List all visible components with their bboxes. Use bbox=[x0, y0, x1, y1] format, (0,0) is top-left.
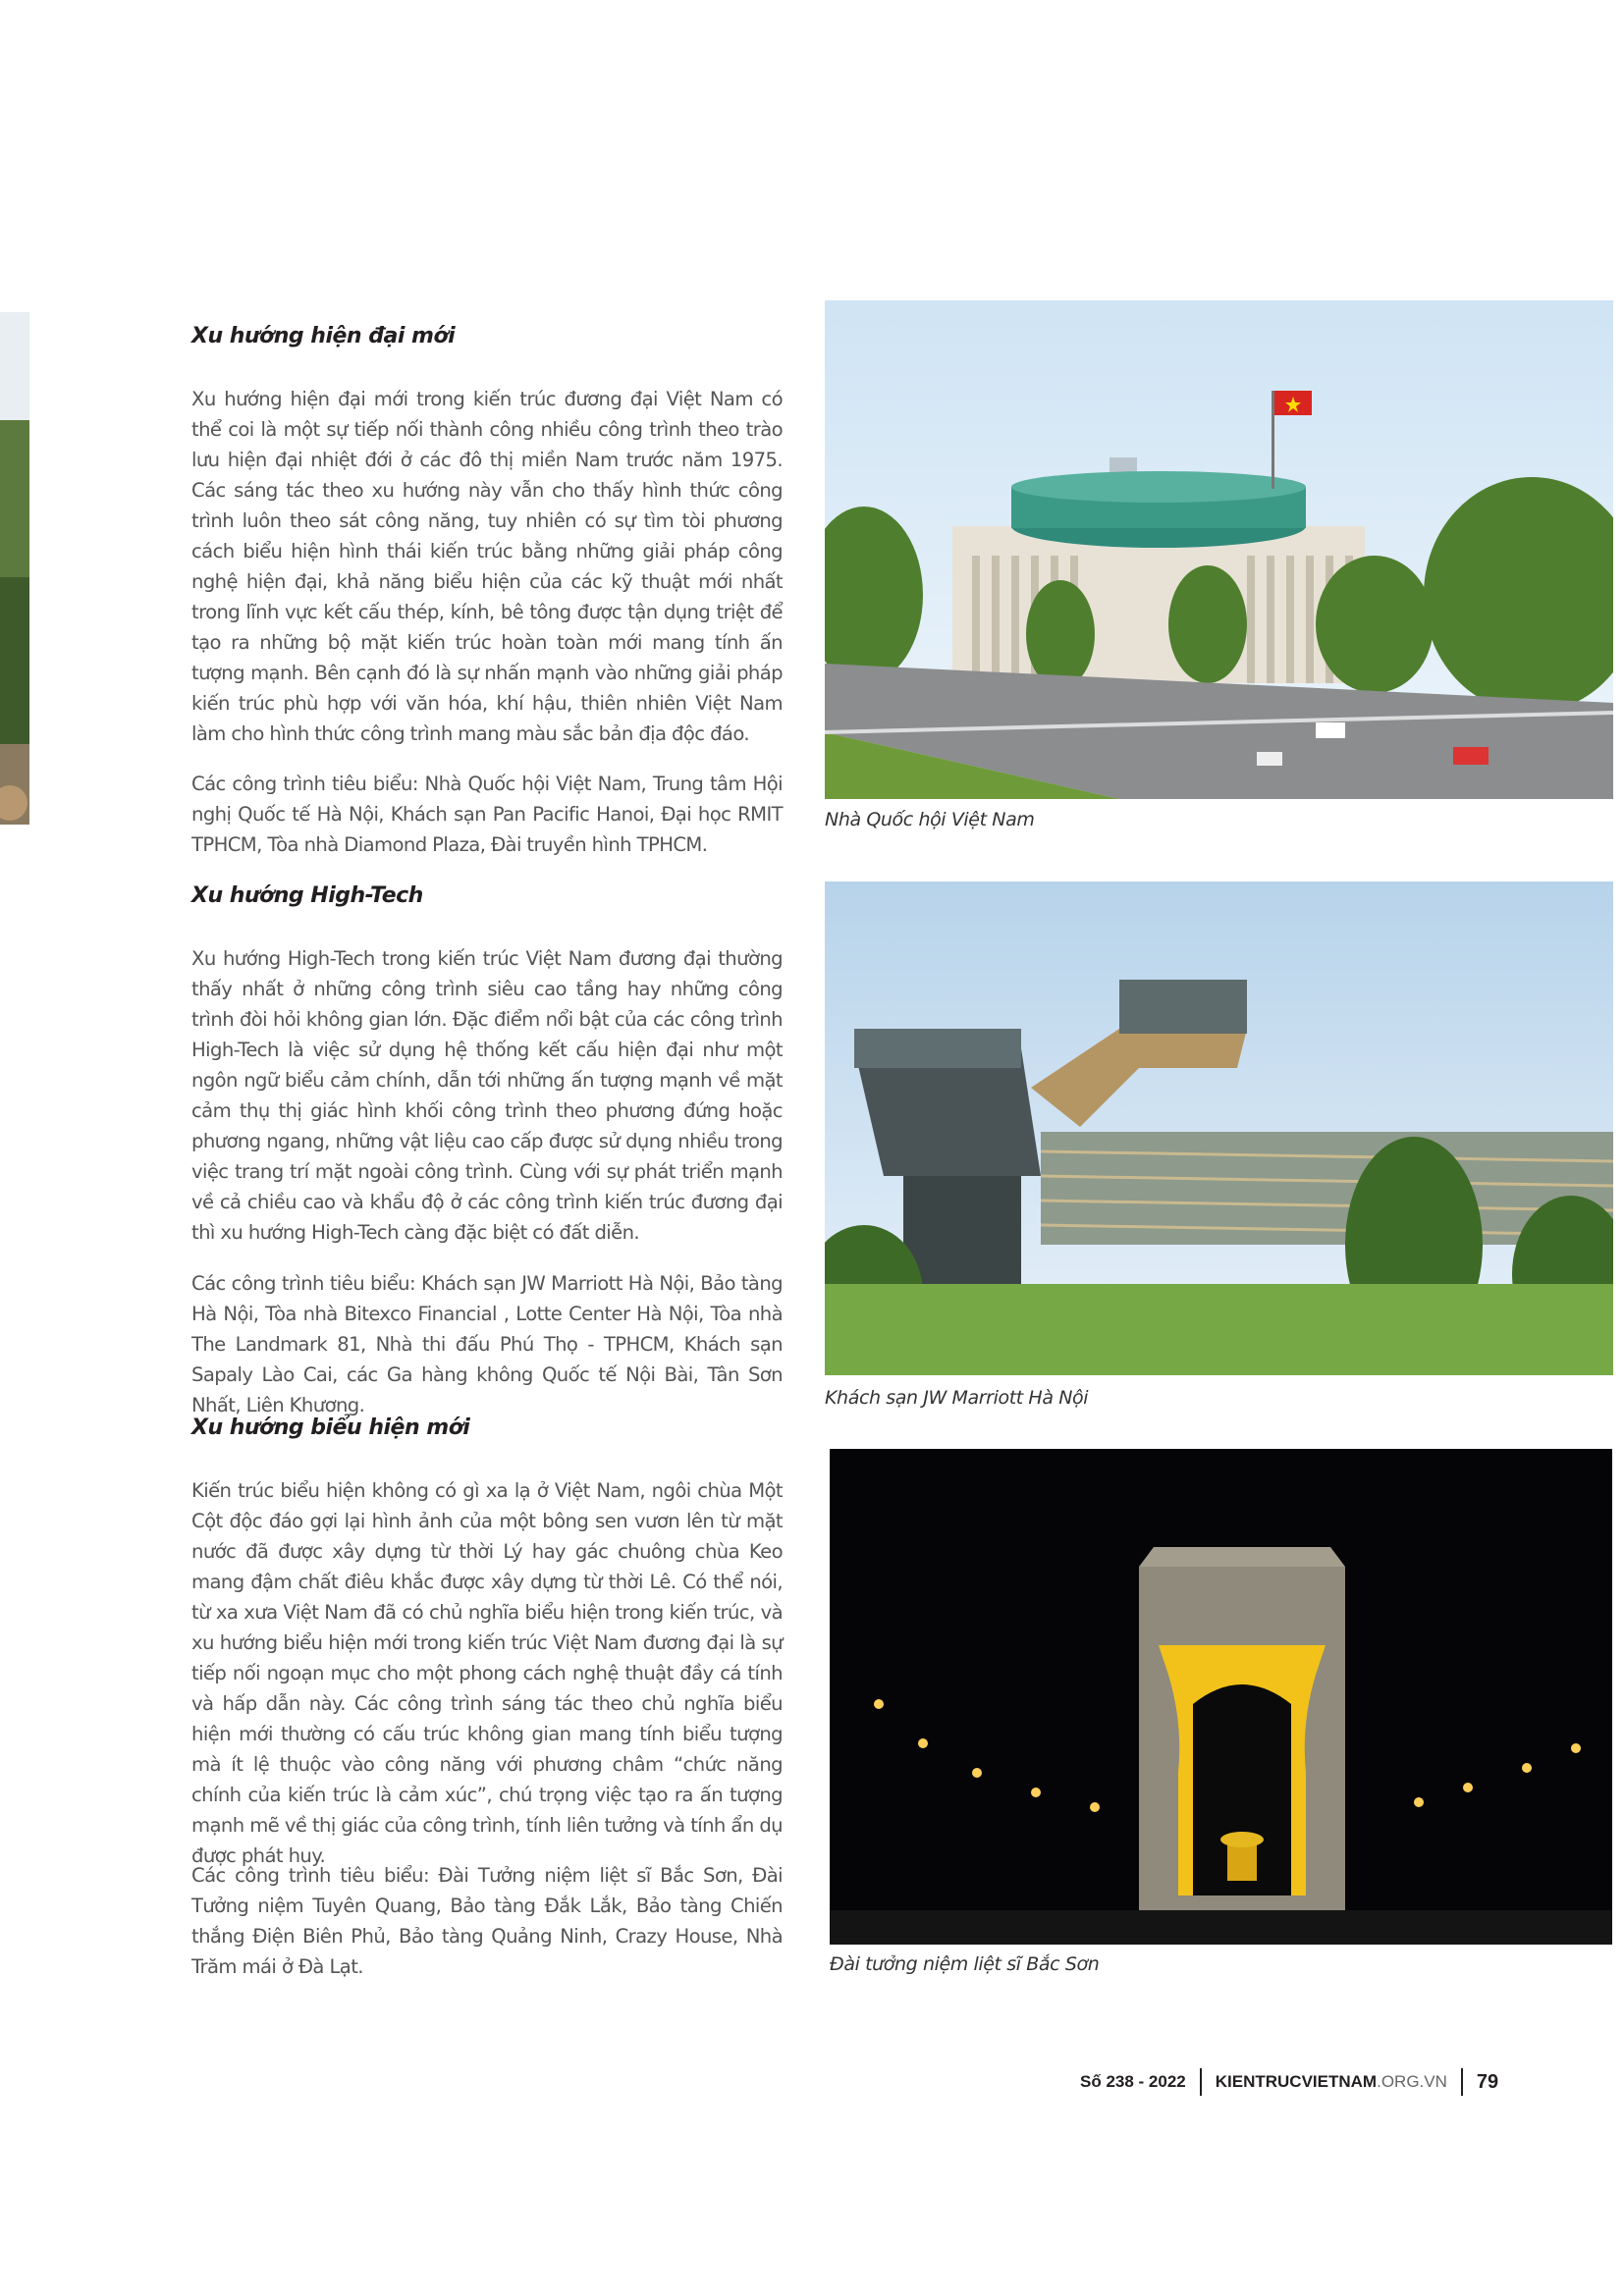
section-heading-hightech: Xu hướng High-Tech bbox=[191, 883, 423, 908]
photo-jw-marriott bbox=[825, 881, 1613, 1375]
footer-divider-2 bbox=[1461, 2068, 1463, 2096]
section-examples-modern: Các công trình tiêu biểu: Nhà Quốc hội Việt Nam, Trung tâm Hội nghị Quốc tế Hà Nội, Khách sạn Pan Pacific Hanoi, Đại học RMIT TPHCM, Tòa nhà Diamond Plaza, Đài truyền hình TPHCM. bbox=[191, 773, 783, 856]
caption-bac-son-memorial: Đài tưởng niệm liệt sĩ Bắc Sơn bbox=[830, 1953, 1100, 1975]
site-name bbox=[1216, 2072, 1447, 2092]
photo-bac-son-memorial bbox=[830, 1449, 1612, 1945]
caption-national-assembly: Nhà Quốc hội Việt Nam bbox=[825, 809, 1035, 830]
page-footer bbox=[1080, 2067, 1498, 2097]
site-name-tld: .ORG.VN bbox=[1377, 2072, 1447, 2091]
caption-jw-marriott: Khách sạn JW Marriott Hà Nội bbox=[825, 1387, 1089, 1409]
section-paragraph-expressive: Kiến trúc biểu hiện không có gì xa lạ ở Việt Nam, ngôi chùa Một Cột độc đáo gợi lại hình ảnh của một bông sen vươn lên từ mặt nước đã được xây dựng từ thời Lý hay gác chuông chùa Keo mang đậm chất điêu khắc được xây dựng từ thời Lê. Có thể nói, từ xa xưa Việt Nam đã có chủ nghĩa biểu hiện trong kiến trúc, và xu hướng biểu hiện mới trong kiến trúc Việt Nam đương đại là sự tiếp nối ngoạn mục cho một phong cách nghệ thuật đầy cá tính và hấp dẫn này. Các công trình sáng tác theo chủ nghĩa biểu hiện mới thường có cấu trúc không gian mang tính biểu tượng mà ít lệ thuộc vào công năng với phương châm “chức năng chính của kiến trúc là cảm xúc”, chú trọng việc tạo ra ấn tượng mạnh mẽ về thị giác của công trình, tính liên tưởng và tính ẩn dụ được phát huy. bbox=[191, 1479, 783, 1867]
section-heading-modern: Xu hướng hiện đại mới bbox=[191, 324, 456, 348]
section-paragraph-modern: Xu hướng hiện đại mới trong kiến trúc đương đại Việt Nam có thể coi là một sự tiếp nối thành công nhiều công trình theo trào lưu hiện đại nhiệt đới ở các đô thị miền Nam trước năm 1975. Các sáng tác theo xu hướng này vẫn cho thấy hình thức công trình luôn theo sát công năng, tuy nhiên có sự tìm tòi phương cách biểu hiện hình thái kiến trúc bằng những giải pháp công nghệ hiện đại, khả năng biểu hiện của các kỹ thuật mới nhất trong lĩnh vực kết cấu thép, kính, bê tông được tận dụng triệt để tạo ra những bộ mặt kiến trúc hoàn toàn mới mang tính ấn tượng mạnh. Bên cạnh đó là sự nhấn mạnh vào những giải pháp kiến trúc phù hợp với văn hóa, khí hậu, thiên nhiên Việt Nam làm cho hình thức công trình mang màu sắc bản địa độc đáo. bbox=[191, 388, 783, 745]
section-heading-expressive: Xu hướng biểu hiện mới bbox=[191, 1415, 470, 1440]
section-examples-expressive: Các công trình tiêu biểu: Đài Tưởng niệm liệt sĩ Bắc Sơn, Đài Tưởng niệm Tuyên Quang, Bảo tàng Đắk Lắk, Bảo tàng Chiến thắng Điện Biên Phủ, Bảo tàng Quảng Ninh, Crazy House, Nhà Trăm mái ở Đà Lạt. bbox=[191, 1864, 783, 1978]
issue-number: Số 238 - 2022 bbox=[1080, 2072, 1186, 2091]
section-paragraph-hightech: Xu hướng High-Tech trong kiến trúc Việt Nam đương đại thường thấy nhất ở những công trình siêu cao tầng hay những công trình đòi hỏi không gian lớn. Đặc điểm nổi bật của các công trình High-Tech là việc sử dụng hệ thống kết cấu hiện đại như một ngôn ngữ biểu cảm chính, dẫn tới những ấn tượng mạnh về mặt cảm thụ thị giác hình khối công trình theo phương đứng hoặc phương ngang, những vật liệu cao cấp được sử dụng nhiều trong việc trang trí mặt ngoài công trình. Cùng với sự phát triển mạnh về cả chiều cao và khẩu độ ở các công trình kiến trúc đương đại thì xu hướng High-Tech càng đặc biệt có đất diễn. bbox=[191, 947, 783, 1244]
page-number: 79 bbox=[1476, 2070, 1499, 2093]
section-examples-hightech: Các công trình tiêu biểu: Khách sạn JW Marriott Hà Nội, Bảo tàng Hà Nội, Tòa nhà Bitexco Financial , Lotte Center Hà Nội, Tòa nhà The Landmark 81, Nhà thi đấu Phú Thọ - TPHCM, Khách sạn Sapaly Lào Cai, các Ga hàng không Quốc tế Nội Bài, Tân Sơn Nhất, Liên Khương. bbox=[191, 1272, 783, 1416]
footer-divider bbox=[1200, 2068, 1202, 2096]
photo-national-assembly bbox=[825, 300, 1613, 799]
edge-photo-strip bbox=[0, 312, 29, 825]
site-name-main: KIENTRUCVIETNAM bbox=[1215, 2072, 1378, 2091]
